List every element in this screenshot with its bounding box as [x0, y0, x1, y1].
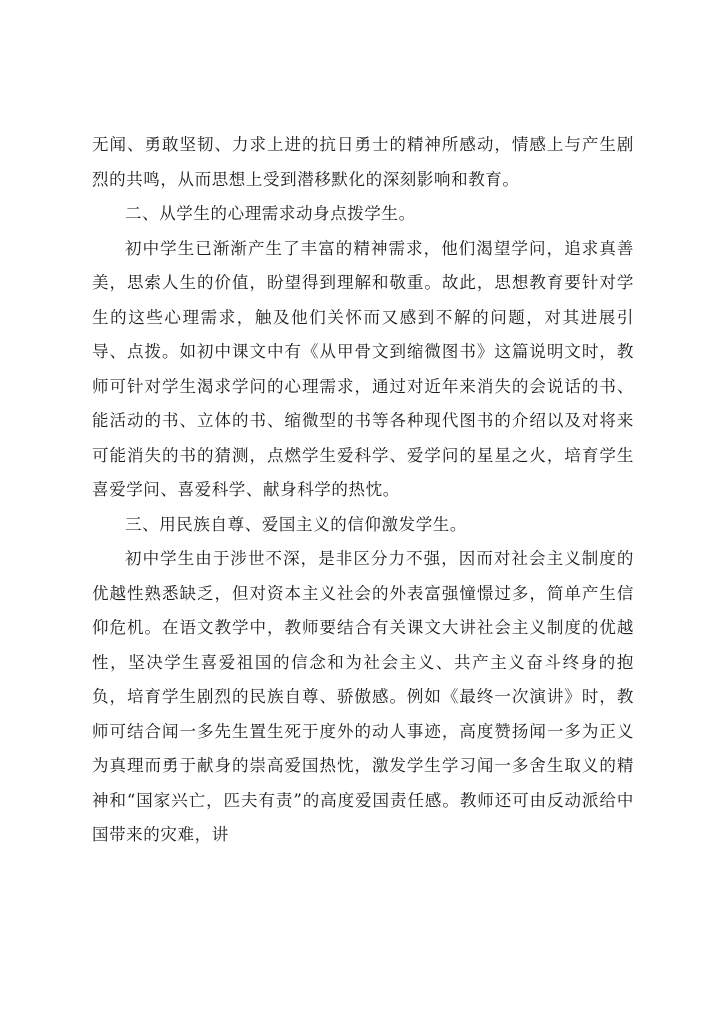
- document-body: [92, 128, 634, 853]
- paragraph-body-2: 初中学生已渐渐产生了丰富的精神需求，他们渴望学问，追求真善美，思索人生的价值，盼望得到理解和敬重。故此，思想教育要针对学生的这些心理需求，触及他们关怀而又感到不解的问题，对其进展引导、点拨。如初中课文中有《从甲骨文到缩微图书》这篇说明文时，教师可针对学生渴求学问的心理需求，通过对近年来消失的会说话的书、能活动的书、立体的书、缩微型的书等各种现代图书的介绍以及对将来可能消失的书的猜测，点燃学生爱科学、爱学问的星星之火，培育学生喜爱学问、喜爱科学、献身科学的热忱。: [92, 238, 634, 499]
- section-heading-3: 三、用民族自尊、爱国主义的信仰激发学生。: [125, 514, 467, 534]
- section-heading-2: 二、从学生的心理需求动身点拨学生。: [125, 204, 416, 223]
- paragraph-body-3: 初中学生由于涉世不深，是非区分力不强，因而对社会主义制度的优越性熟悉缺乏，但对资本主义社会的外表富强憧憬过多，简单产生信仰危机。在语文教学中，教师要结合有关课文大讲社会主义制度的优越性，坚决学生喜爱祖国的信念和为社会主义、共产主义奋斗终身的抱负，培育学生剧烈的民族自尊、骄傲感。例如《最终一次演讲》时，教师可结合闻一多先生置生死于度外的动人事迹，高度赞扬闻一多为正义为真理而勇于献身的崇高爱国热忱，激发学生学习闻一多舍生取义的精神和“国家兴亡，匹夫有责”的高度爱国责任感。教师还可由反动派给中国带来的灾难，讲: [92, 549, 634, 844]
- paragraph-continuation: 无闻、勇敢坚韧、力求上进的抗日勇士的精神所感动，情感上与产生剧烈的共鸣，从而思想上受到潜移默化的深刻影响和教育。: [92, 135, 634, 189]
